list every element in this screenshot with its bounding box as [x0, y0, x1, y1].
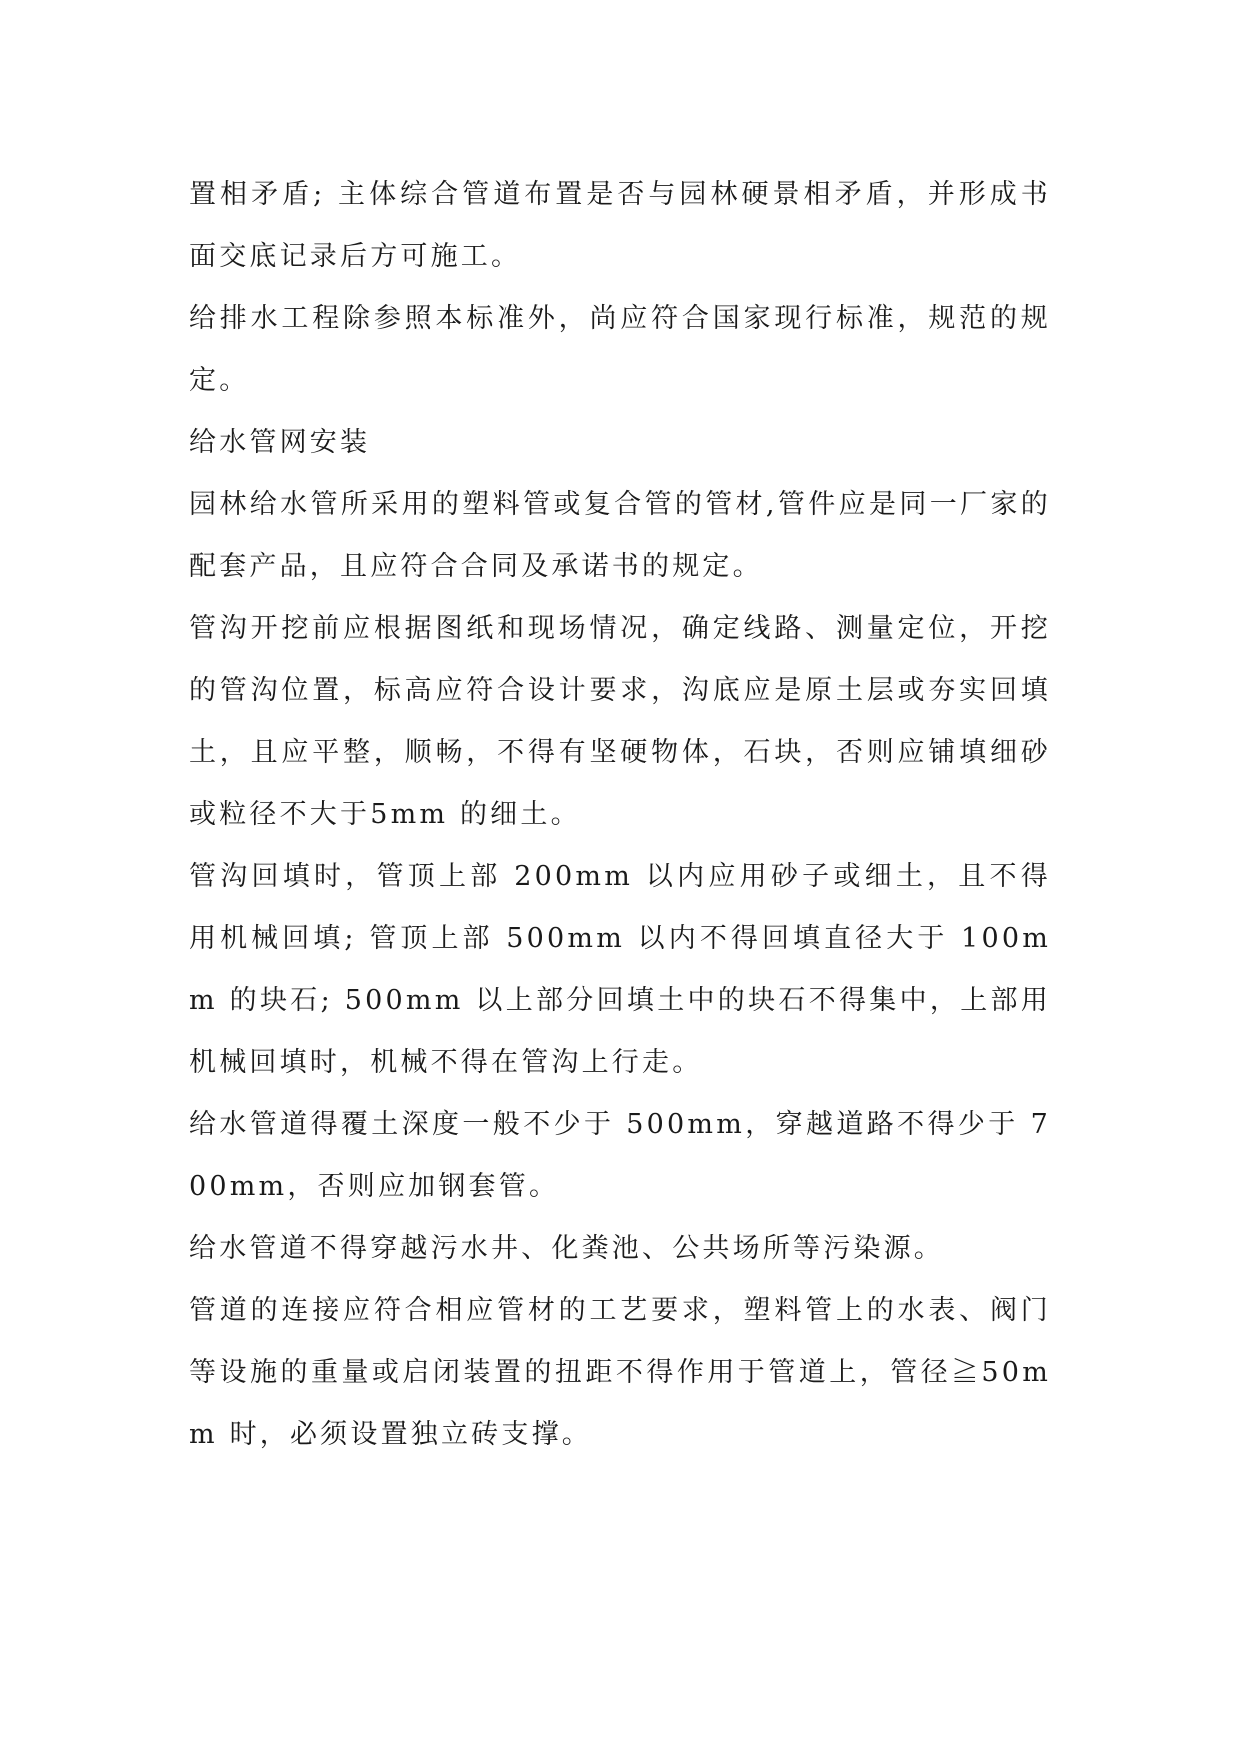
paragraph-4: 管沟开挖前应根据图纸和现场情况，确定线路、测量定位，开挖的管沟位置，标高应符合设计要求，沟底应是原土层或夯实回填土，且应平整，顺畅，不得有坚硬物体，石块，否则应铺填细砂或粒径不大于5mm 的细土。 — [189, 613, 1051, 830]
paragraph-5: 管沟回填时，管顶上部 200mm 以内应用砂子或细土，且不得用机械回填; 管顶上部 500mm 以内不得回填直径大于 100mm 的块石; 500mm 以上部分回填土中的块石不得集中，上部用机械回填时，机械不得在管沟上行走。 — [189, 861, 1051, 1078]
paragraph-6: 给水管道得覆土深度一般不少于 500mm，穿越道路不得少于 700mm，否则应加钢套管。 — [189, 1109, 1051, 1202]
paragraph-3: 园林给水管所采用的塑料管或复合管的管材,管件应是同一厂家的配套产品，且应符合合同及承诺书的规定。 — [189, 489, 1051, 582]
paragraph-8: 管道的连接应符合相应管材的工艺要求，塑料管上的水表、阀门等设施的重量或启闭装置的扭距不得作用于管道上，管径≧50mm 时，必须设置独立砖支撑。 — [189, 1295, 1051, 1450]
document-body — [189, 164, 1051, 1466]
paragraph-7: 给水管道不得穿越污水井、化粪池、公共场所等污染源。 — [189, 1233, 944, 1264]
section-heading: 给水管网安装 — [189, 427, 371, 458]
paragraph-1: 置相矛盾; 主体综合管道布置是否与园林硬景相矛盾，并形成书面交底记录后方可施工。 — [189, 179, 1051, 272]
paragraph-2: 给排水工程除参照本标准外，尚应符合国家现行标准，规范的规定。 — [189, 303, 1051, 396]
